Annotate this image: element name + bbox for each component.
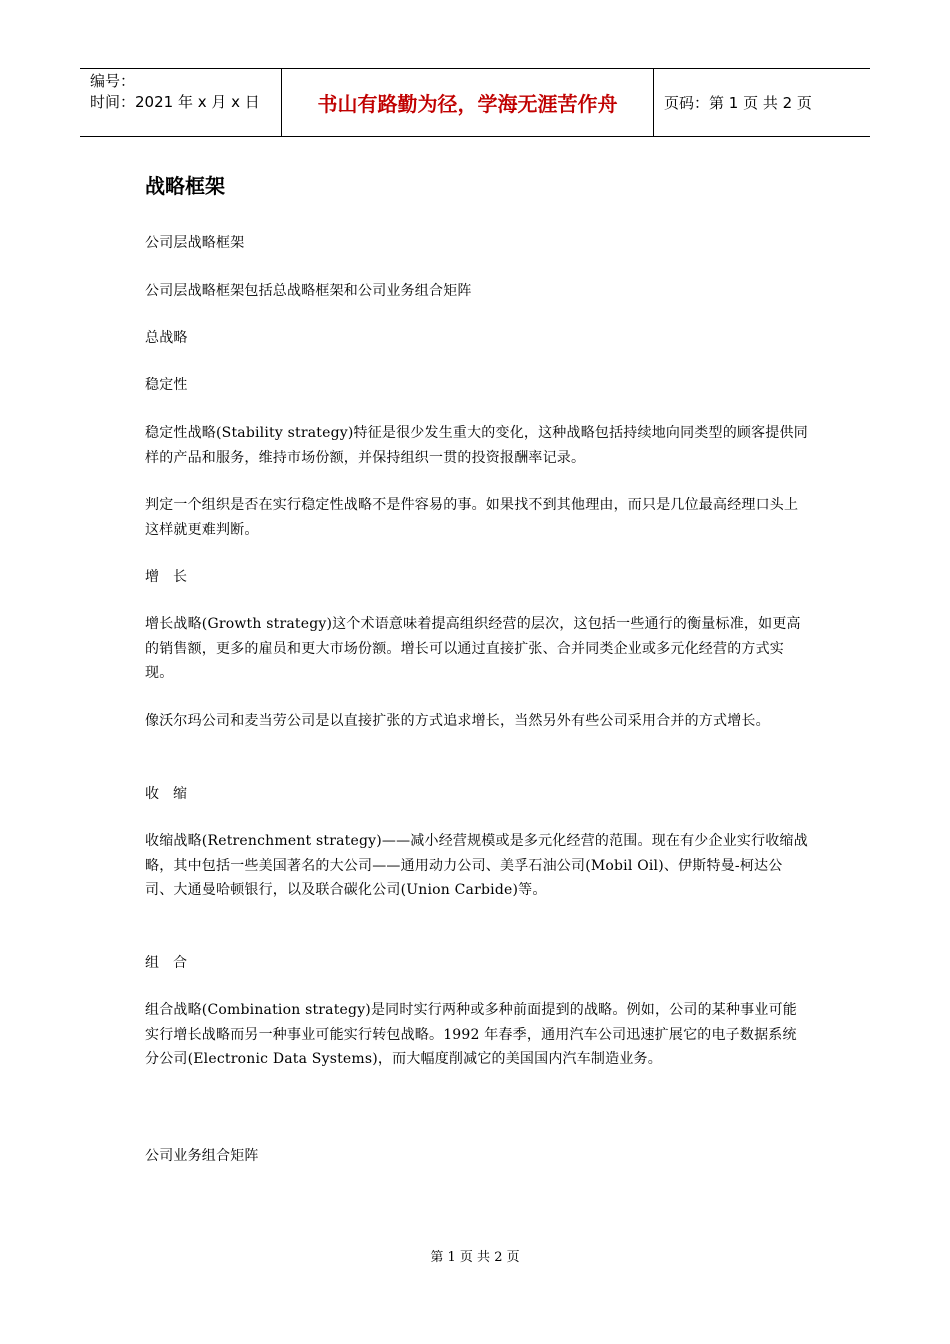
section-heading-corporate-framework: 公司层战略框架 — [145, 235, 245, 251]
paragraph-stability-judgement: 判定一个组织是否在实行稳定性战略不是件容易的事。如果找不到其他理由，而只是几位最高经理口头上这样就更难判断。 — [145, 497, 799, 538]
paragraph-retrenchment-strategy: 收缩战略(Retrenchment strategy)——减小经营规模或是多元化经营的范围。现在有少企业实行收缩战略，其中包括一些美国著名的大公司——通用动力公司、美孚石油公司(Mobil Oil)、伊斯特曼-柯达公司、大通曼哈顿银行，以及联合碳化公司(Union Carbide)等。 — [145, 833, 808, 898]
paragraph-growth-strategy: 增长战略(Growth strategy)这个术语意味着提高组织经营的层次，这包括一些通行的衡量标准，如更高的销售额，更多的雇员和更大市场份额。增长可以通过直接扩张、合并同类企业或多元化经营的方式实现。 — [145, 616, 801, 681]
paragraph-stability-strategy: 稳定性战略(Stability strategy)特征是很少发生重大的变化，这种战略包括持续地向同类型的顾客提供同样的产品和服务，维持市场份额，并保持组织一贯的投资报酬率记录。 — [145, 425, 808, 466]
date-line: 时间：2021 年 x 月 x 日 — [90, 93, 260, 111]
document-title: 战略框架 — [145, 174, 225, 198]
paragraph-framework-intro: 公司层战略框架包括总战略框架和公司业务组合矩阵 — [145, 283, 472, 299]
paragraph-combination-strategy: 组合战略(Combination strategy)是同时实行两种或多种前面提到的战略。例如，公司的某种事业可能实行增长战略而另一种事业可能实行转包战略。1992 年春季，通用汽车公司迅速扩展它的电子数据系统分公司(Electronic Data Systems)，而大幅度削减它的美国国内汽车制造业务。 — [145, 1002, 797, 1067]
header-page-info: 页码：第 1 页 共 2 页 — [664, 94, 812, 112]
header-meta-cell — [80, 69, 282, 136]
document-header — [80, 68, 870, 137]
section-heading-retrenchment: 收缩 — [145, 786, 201, 802]
serial-number-label: 编号： — [90, 72, 136, 90]
section-heading-stability: 稳定性 — [145, 377, 188, 393]
section-heading-growth: 增长 — [145, 569, 201, 585]
header-motto: 书山有路勤为径，学海无涯苦作舟 — [282, 69, 654, 136]
paragraph-growth-examples: 像沃尔玛公司和麦当劳公司是以直接扩张的方式追求增长，当然另外有些公司采用合并的方式增长。 — [145, 713, 770, 729]
section-heading-combination: 组合 — [145, 955, 201, 971]
section-heading-portfolio-matrix: 公司业务组合矩阵 — [145, 1148, 259, 1164]
section-heading-overall-strategy: 总战略 — [145, 330, 188, 346]
page-footer: 第 1 页 共 2 页 — [430, 1250, 520, 1265]
